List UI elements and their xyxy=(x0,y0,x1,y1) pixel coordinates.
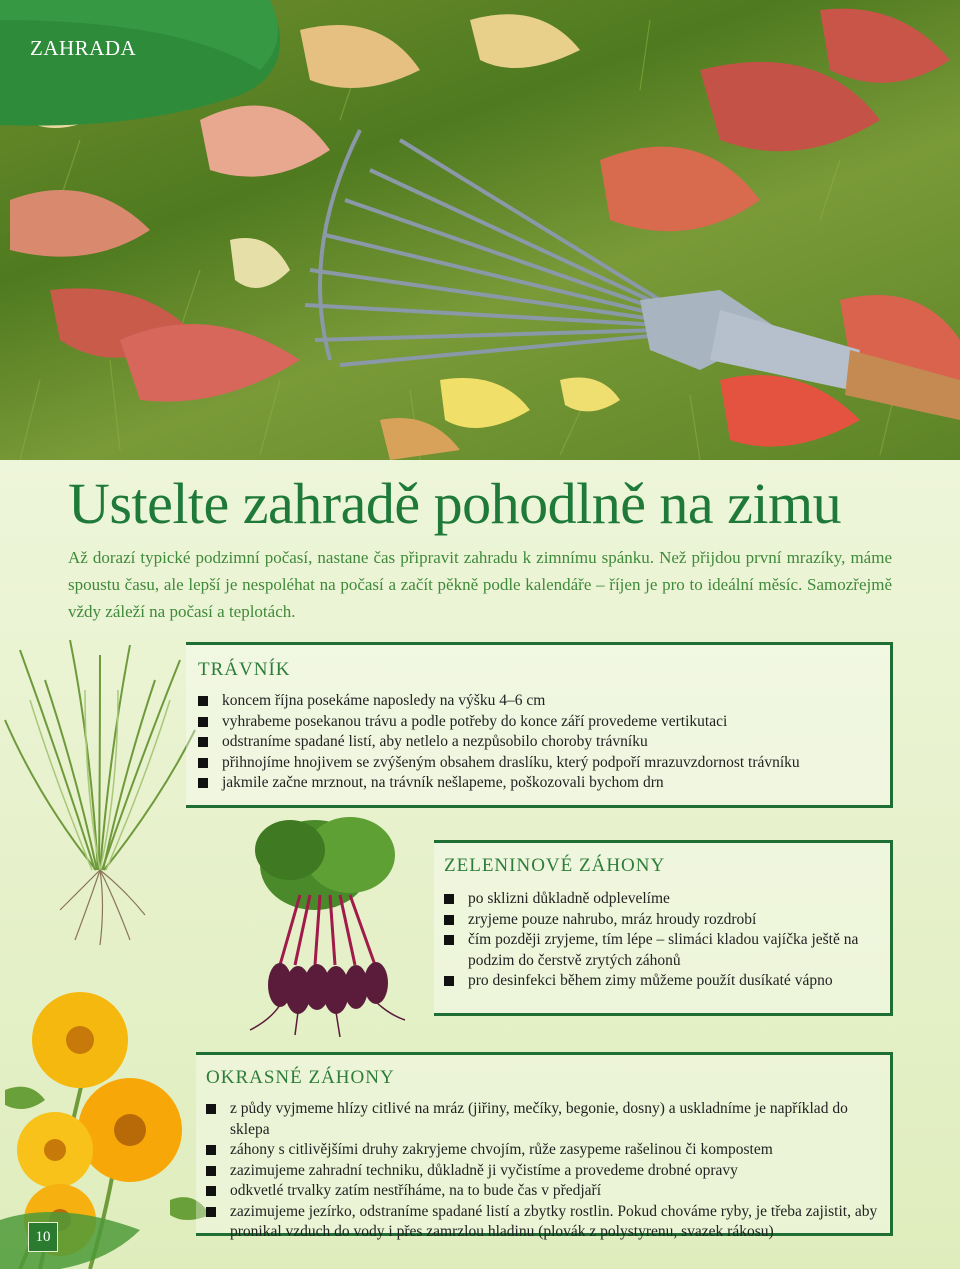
list-item: koncem října posekáme naposledy na výšku 4–6 cm xyxy=(198,691,878,712)
page-number: 10 xyxy=(28,1222,58,1252)
lawn-list xyxy=(198,691,878,794)
lawn-heading: TRÁVNÍK xyxy=(198,659,291,680)
beetroot-bunch-photo xyxy=(240,815,415,1040)
list-item: čím později zryjeme, tím lépe – slimáci kladou vajíčka ještě na podzim do čerstvě zrytých záhonů xyxy=(444,930,880,971)
list-item: zazimujeme jezírko, odstraníme spadané listí a zbytky rostlin. Pokud chováme ryby, je třeba zajistit, aby pronikal vzduch do vody i přes zamrzlou hladinu (plovák z polystyrenu, svazek rákosu) xyxy=(206,1202,886,1243)
intro-paragraph: Až dorazí typické podzimní počasí, nastane čas připravit zahradu k zimnímu spánku. Než přijdou první mrazíky, máme spoustu času, ale lepší je nespoléhat na počasí a začít pěkně podle kalendáře – říjen je pro to ideální měsíc. Samozřejmě vždy záleží na počasí a teplotách. xyxy=(68,548,892,621)
vegetable-beds-section xyxy=(434,840,893,1016)
section-tag-leaf xyxy=(0,0,300,130)
ornamental-beds-list xyxy=(206,1099,886,1243)
page-title: Ustelte zahradě pohodlně na zimu xyxy=(68,471,842,536)
list-item: zryjeme pouze nahrubo, mráz hroudy rozdrobí xyxy=(444,910,880,931)
vegetable-beds-heading: ZELENINOVÉ ZÁHONY xyxy=(444,855,666,876)
list-item: odkvetlé trvalky zatím nestříháme, na to bude čas v předjaří xyxy=(206,1181,886,1202)
list-item: z půdy vyjmeme hlízy citlivé na mráz (jiřiny, mečíky, begonie, dosny) a uskladníme je například do sklepa xyxy=(206,1099,886,1140)
ornamental-beds-section xyxy=(196,1052,893,1240)
footer-leaf-decoration xyxy=(0,1200,160,1269)
section-tag: ZAHRADA xyxy=(30,36,137,60)
list-item: přihnojíme hnojivem se zvýšeným obsahem draslíku, který podpoří mrazuvzdornost trávníku xyxy=(198,753,878,774)
list-item: vyhrabeme posekanou trávu a podle potřeby do konce září provedeme vertikutaci xyxy=(198,712,878,733)
ornamental-beds-heading: OKRASNÉ ZÁHONY xyxy=(206,1067,395,1088)
vegetable-beds-list xyxy=(444,889,880,992)
lawn-section xyxy=(186,642,893,808)
list-item: jakmile začne mrznout, na trávník nešlapeme, poškozovali bychom drn xyxy=(198,773,878,794)
list-item: pro desinfekci během zimy můžeme použít dusíkaté vápno xyxy=(444,971,880,992)
list-item: po sklizni důkladně odplevelíme xyxy=(444,889,880,910)
list-item: odstraníme spadané listí, aby netlelo a nezpůsobilo choroby trávníku xyxy=(198,732,878,753)
grass-tuft-photo xyxy=(0,640,200,950)
list-item: zazimujeme zahradní techniku, důkladně ji vyčistíme a provedeme drobné opravy xyxy=(206,1161,886,1182)
list-item: záhony s citlivějšími druhy zakryjeme chvojím, růže zasypeme rašelinou či kompostem xyxy=(206,1140,886,1161)
rake-and-autumn-leaves-photo xyxy=(0,0,960,460)
